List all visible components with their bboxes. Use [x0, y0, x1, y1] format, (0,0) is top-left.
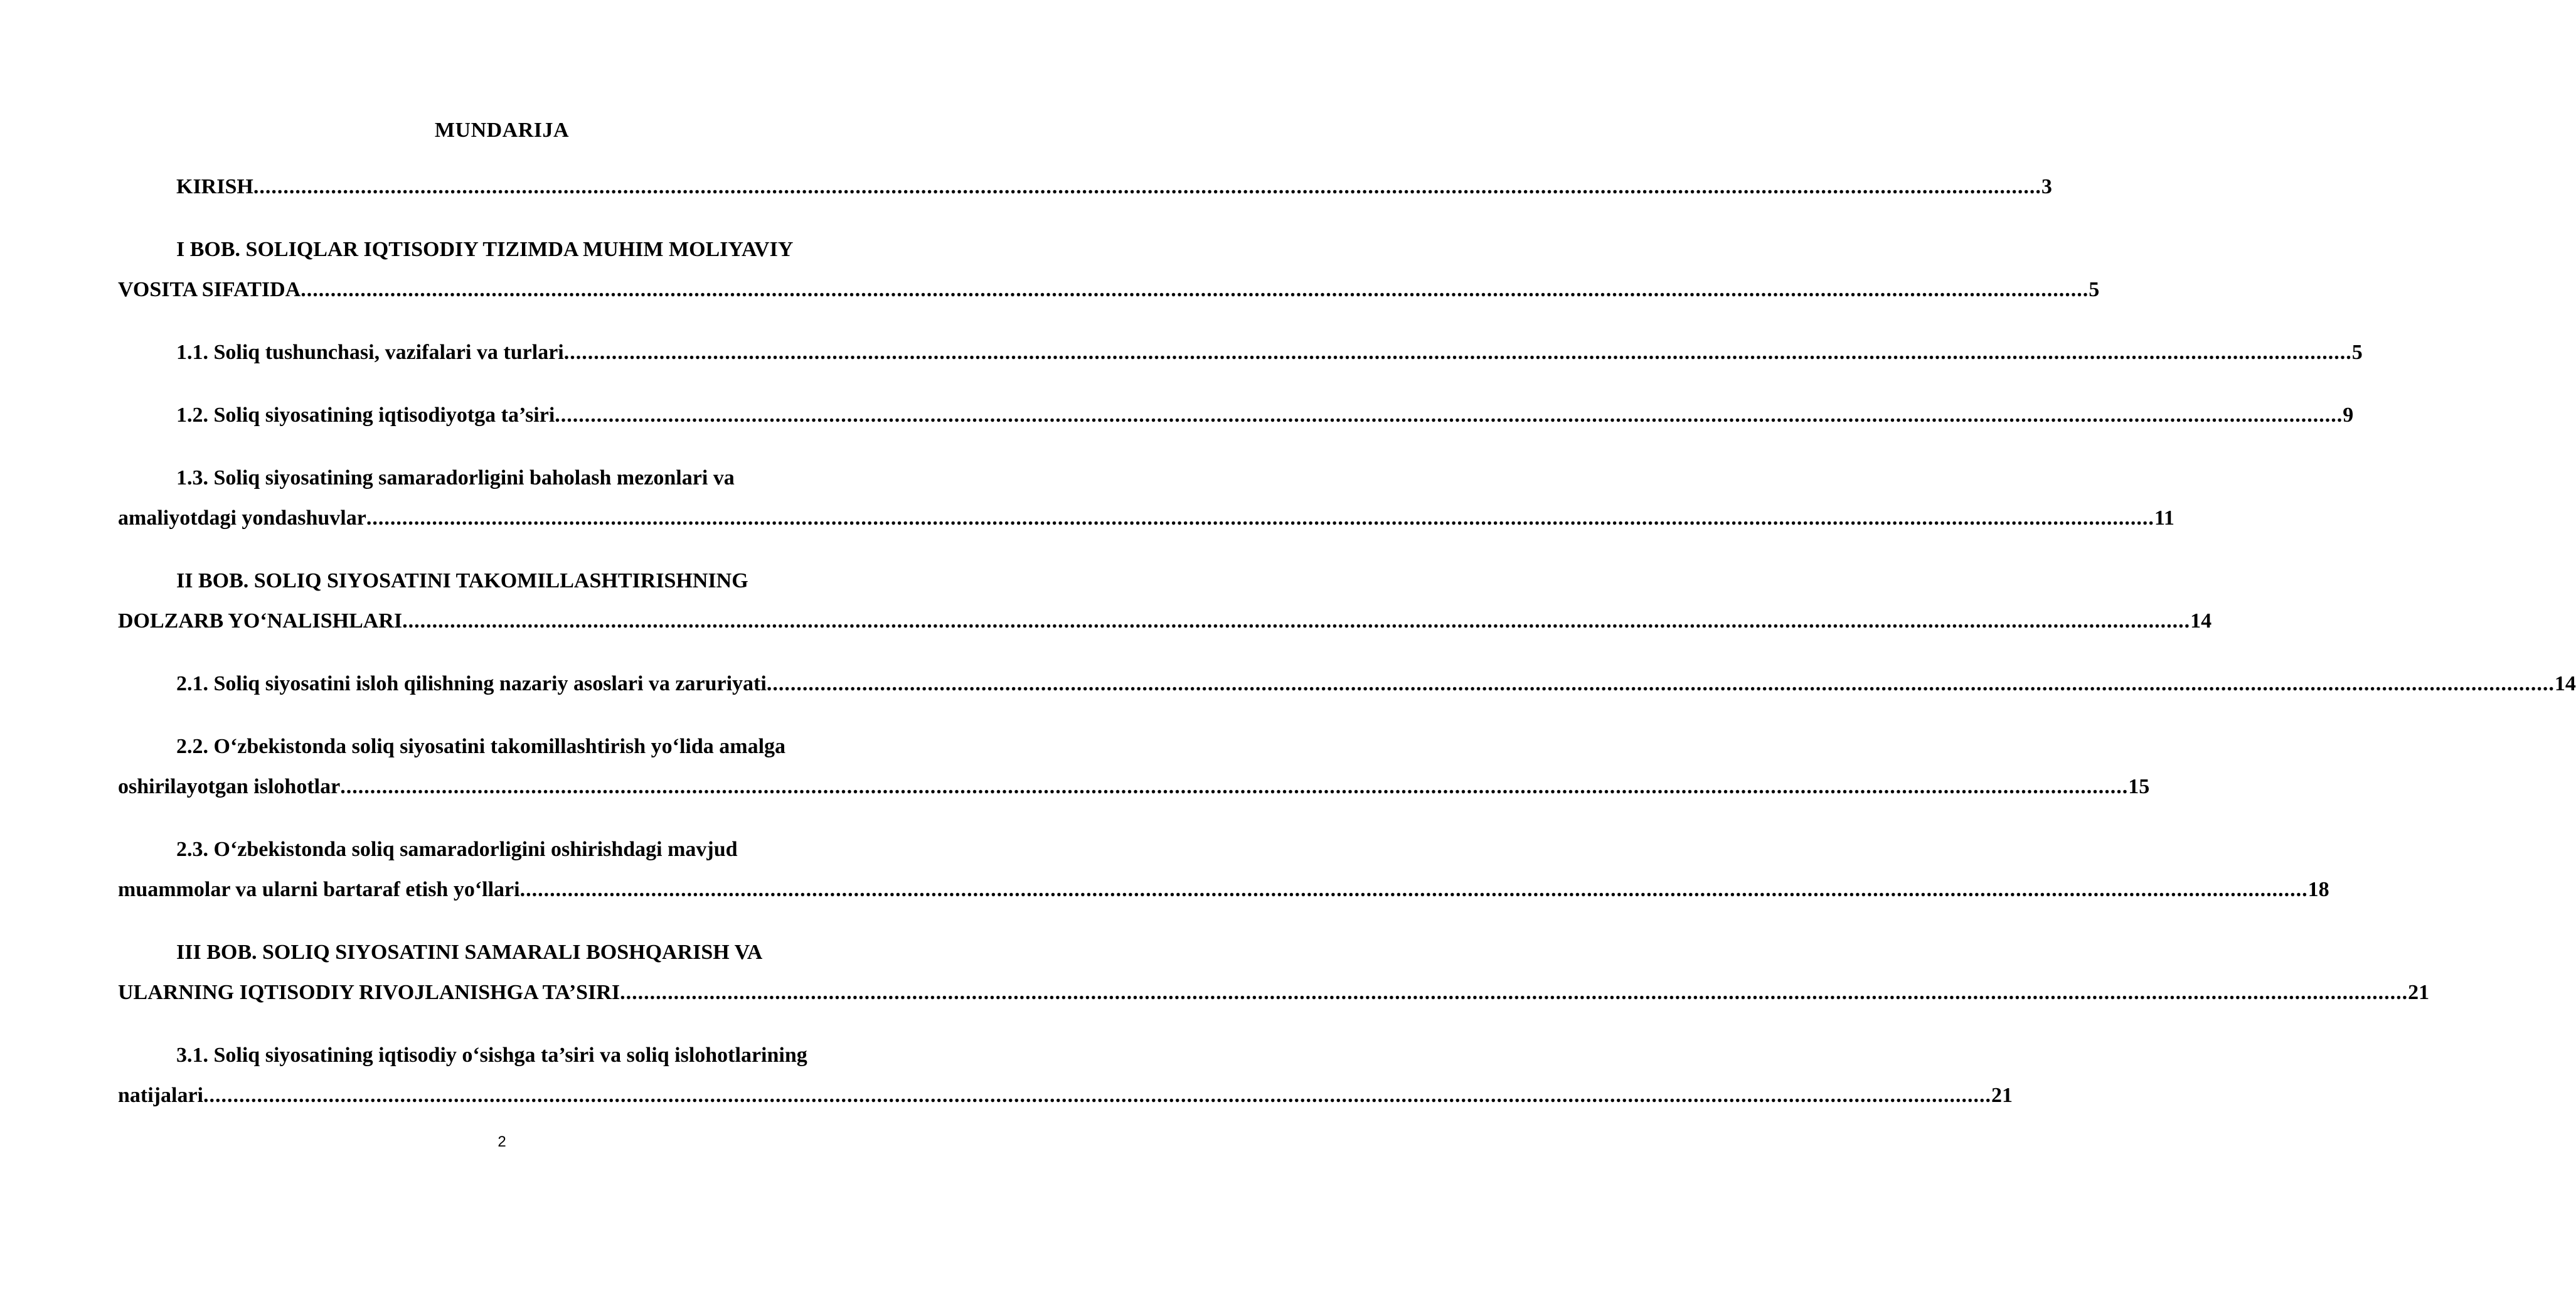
toc-entry-heading: III BOB. SOLIQ SIYOSATINI SAMARALI BOSHQARISH VA: [176, 941, 763, 964]
toc-entry-page: 14: [2190, 609, 2212, 633]
toc-entry-label: DOLZARB YO‘NALISHLARI: [118, 609, 403, 633]
toc-entry-row: [118, 973, 2430, 1013]
toc-entry-label: ULARNING IQTISODIY RIVOJLANISHGA TA’SIRI: [118, 981, 620, 1004]
toc-entry-label: amaliyotdagi yondashuvlar: [118, 506, 366, 530]
toc-entry-heading: 1.3. Soliq siyosatining samaradorligini baholash mezonlari va: [176, 466, 735, 489]
toc-entry-label: KIRISH: [176, 175, 253, 198]
dot-leader: ............................................................................................................................................................................................................................................................................................................: [766, 672, 2555, 695]
toc-entry-row: [118, 395, 2354, 436]
toc-entry-label: muammolar va ularni bartaraf etish yo‘llari: [118, 878, 520, 901]
dot-leader: ............................................................................................................................................................................................................................................................................................................: [340, 775, 2129, 798]
toc-title: MUNDARIJA: [434, 119, 570, 142]
toc-entry-row: [118, 167, 2052, 207]
toc-entry: [118, 727, 2150, 807]
toc-entry-row: [118, 664, 2576, 704]
toc-entry-row: [118, 270, 2100, 310]
toc-entry-page: 9: [2343, 404, 2354, 427]
toc-entry-page: 5: [2351, 341, 2363, 364]
toc-entry: [118, 230, 2100, 310]
toc-entry-page: 21: [2408, 981, 2430, 1004]
dot-leader: ............................................................................................................................................................................................................................................................................................................: [402, 609, 2191, 633]
toc-entry: [118, 395, 2354, 436]
toc-entry-label: natijalari: [118, 1084, 203, 1107]
toc-entry-heading: I BOB. SOLIQLAR IQTISODIY TIZIMDA MUHIM MOLIYAVIY: [176, 238, 794, 261]
toc-entry-page: 11: [2154, 506, 2174, 530]
toc-entry: [118, 933, 2430, 1013]
toc-entry-page: 18: [2307, 878, 2329, 901]
dot-leader: ............................................................................................................................................................................................................................................................................................................: [519, 878, 2308, 901]
toc-entry: [118, 664, 2576, 704]
toc-entry: [118, 167, 2052, 207]
toc-entry-label: VOSITA SIFATIDA: [118, 278, 301, 301]
toc-entry-page: 21: [1991, 1084, 2013, 1107]
dot-leader: ............................................................................................................................................................................................................................................................................................................: [366, 506, 2154, 530]
dot-leader: ............................................................................................................................................................................................................................................................................................................: [555, 404, 2343, 427]
dot-leader: ............................................................................................................................................................................................................................................................................................................: [301, 278, 2089, 301]
toc-entry: [118, 1035, 2013, 1116]
dot-leader: ............................................................................................................................................................................................................................................................................................................: [253, 175, 2041, 198]
toc-entry-label: oshirilayotgan islohotlar: [118, 775, 341, 798]
toc-entry-row: [118, 498, 2174, 538]
toc-entry: [118, 561, 2212, 641]
dot-leader: ............................................................................................................................................................................................................................................................................................................: [620, 981, 2408, 1004]
toc-entry-heading: II BOB. SOLIQ SIYOSATINI TAKOMILLASHTIRISHNING: [176, 569, 748, 592]
dot-leader: ............................................................................................................................................................................................................................................................................................................: [203, 1084, 1991, 1107]
toc-entry-page: 5: [2089, 278, 2100, 301]
table-of-contents: [118, 167, 2576, 1138]
dot-leader: ............................................................................................................................................................................................................................................................................................................: [563, 341, 2352, 364]
toc-entry-row: [118, 1076, 2013, 1116]
toc-entry-label: 2.1. Soliq siyosatini isloh qilishning nazariy asoslari va zaruriyati: [176, 672, 767, 695]
toc-entry-page: 3: [2041, 175, 2052, 198]
toc-entry: [118, 458, 2174, 538]
toc-entry-page: 14: [2554, 672, 2576, 695]
toc-entry-row: [118, 601, 2212, 641]
toc-entry-row: [118, 333, 2363, 373]
toc-entry: [118, 830, 2329, 910]
toc-entry: [118, 333, 2363, 373]
toc-entry-label: 1.1. Soliq tushunchasi, vazifalari va turlari: [176, 341, 564, 364]
toc-entry-heading: 2.2. O‘zbekistonda soliq siyosatini takomillashtirish yo‘lida amalga: [176, 735, 786, 758]
toc-entry-page: 15: [2128, 775, 2150, 798]
toc-entry-heading: 2.3. O‘zbekistonda soliq samaradorligini oshirishdagi mavjud: [176, 838, 738, 861]
toc-entry-row: [118, 767, 2150, 807]
toc-entry-heading: 3.1. Soliq siyosatining iqtisodiy o‘sishga ta’siri va soliq islohotlarining: [176, 1044, 807, 1067]
page-number: 2: [498, 1133, 506, 1150]
toc-entry-row: [118, 870, 2329, 910]
toc-entry-label: 1.2. Soliq siyosatining iqtisodiyotga ta’siri: [176, 404, 555, 427]
